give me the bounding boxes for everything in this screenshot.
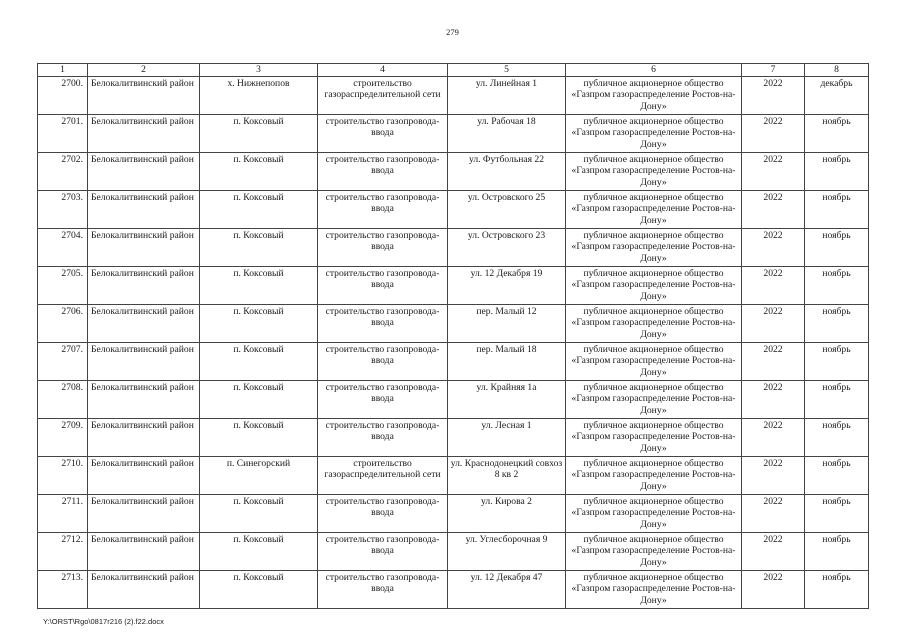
page-number: 279 — [446, 27, 459, 37]
cell-month: ноябрь — [805, 495, 869, 533]
table-header-row — [38, 64, 869, 77]
cell-number: 2701. — [38, 115, 88, 153]
cell-organization: публичное акционерное общество «Газпром газораспределение Ростов-на-Дону» — [566, 191, 742, 229]
cell-address: ул. 12 Декабря 47 — [448, 571, 566, 609]
header-cell-7: 7 — [742, 64, 805, 77]
cell-month: ноябрь — [805, 191, 869, 229]
cell-work-type: строительство газопровода-ввода — [318, 191, 448, 229]
cell-address: ул. Лесная 1 — [448, 419, 566, 457]
cell-number: 2711. — [38, 495, 88, 533]
cell-month: декабрь — [805, 77, 869, 115]
cell-settlement: п. Коксовый — [200, 571, 318, 609]
cell-address: ул. Островского 23 — [448, 229, 566, 267]
cell-month: ноябрь — [805, 153, 869, 191]
cell-district: Белокалитвинский район — [88, 229, 200, 267]
table-row — [38, 343, 869, 381]
cell-address: ул. Островского 25 — [448, 191, 566, 229]
cell-organization: публичное акционерное общество «Газпром газораспределение Ростов-на-Дону» — [566, 115, 742, 153]
cell-organization: публичное акционерное общество «Газпром газораспределение Ростов-на-Дону» — [566, 419, 742, 457]
cell-district: Белокалитвинский район — [88, 77, 200, 115]
cell-organization: публичное акционерное общество «Газпром газораспределение Ростов-на-Дону» — [566, 457, 742, 495]
cell-number: 2709. — [38, 419, 88, 457]
cell-settlement: п. Коксовый — [200, 191, 318, 229]
table-row — [38, 191, 869, 229]
cell-work-type: строительство газопровода-ввода — [318, 267, 448, 305]
cell-address: ул. Рабочая 18 — [448, 115, 566, 153]
cell-year: 2022 — [742, 343, 805, 381]
header-cell-1: 1 — [38, 64, 88, 77]
cell-organization: публичное акционерное общество «Газпром газораспределение Ростов-на-Дону» — [566, 77, 742, 115]
header-cell-4: 4 — [318, 64, 448, 77]
cell-year: 2022 — [742, 571, 805, 609]
cell-year: 2022 — [742, 305, 805, 343]
cell-month: ноябрь — [805, 457, 869, 495]
cell-settlement: п. Коксовый — [200, 419, 318, 457]
header-cell-3: 3 — [200, 64, 318, 77]
gas-works-table — [37, 63, 869, 609]
cell-address: ул. Краснодонецкий совхоз 8 кв 2 — [448, 457, 566, 495]
cell-number: 2700. — [38, 77, 88, 115]
cell-work-type: строительство газопровода-ввода — [318, 115, 448, 153]
cell-month: ноябрь — [805, 381, 869, 419]
cell-month: ноябрь — [805, 305, 869, 343]
cell-organization: публичное акционерное общество «Газпром газораспределение Ростов-на-Дону» — [566, 229, 742, 267]
cell-work-type: строительство газораспределительной сети — [318, 457, 448, 495]
cell-district: Белокалитвинский район — [88, 115, 200, 153]
cell-district: Белокалитвинский район — [88, 381, 200, 419]
cell-month: ноябрь — [805, 267, 869, 305]
cell-district: Белокалитвинский район — [88, 153, 200, 191]
header-cell-8: 8 — [805, 64, 869, 77]
cell-year: 2022 — [742, 115, 805, 153]
cell-settlement: п. Коксовый — [200, 115, 318, 153]
cell-district: Белокалитвинский район — [88, 495, 200, 533]
cell-address: ул. Углесборочная 9 — [448, 533, 566, 571]
cell-work-type: строительство газопровода-ввода — [318, 533, 448, 571]
cell-address: ул. Линейная 1 — [448, 77, 566, 115]
header-cell-5: 5 — [448, 64, 566, 77]
cell-district: Белокалитвинский район — [88, 343, 200, 381]
cell-address: пер. Малый 12 — [448, 305, 566, 343]
cell-number: 2703. — [38, 191, 88, 229]
table-row — [38, 381, 869, 419]
cell-month: ноябрь — [805, 533, 869, 571]
cell-address: ул. 12 Декабря 19 — [448, 267, 566, 305]
cell-number: 2708. — [38, 381, 88, 419]
cell-organization: публичное акционерное общество «Газпром газораспределение Ростов-на-Дону» — [566, 533, 742, 571]
cell-organization: публичное акционерное общество «Газпром газораспределение Ростов-на-Дону» — [566, 267, 742, 305]
cell-number: 2713. — [38, 571, 88, 609]
cell-year: 2022 — [742, 153, 805, 191]
cell-number: 2707. — [38, 343, 88, 381]
cell-work-type: строительство газопровода-ввода — [318, 419, 448, 457]
cell-settlement: п. Коксовый — [200, 229, 318, 267]
cell-organization: публичное акционерное общество «Газпром газораспределение Ростов-на-Дону» — [566, 495, 742, 533]
cell-settlement: п. Коксовый — [200, 153, 318, 191]
file-path-footer: Y:\ORST\Rgo\0817r216 (2).f22.docx — [43, 617, 164, 626]
cell-work-type: строительство газопровода-ввода — [318, 153, 448, 191]
cell-year: 2022 — [742, 381, 805, 419]
cell-organization: публичное акционерное общество «Газпром газораспределение Ростов-на-Дону» — [566, 381, 742, 419]
cell-number: 2706. — [38, 305, 88, 343]
cell-organization: публичное акционерное общество «Газпром газораспределение Ростов-на-Дону» — [566, 571, 742, 609]
cell-address: ул. Кирова 2 — [448, 495, 566, 533]
cell-year: 2022 — [742, 77, 805, 115]
cell-organization: публичное акционерное общество «Газпром газораспределение Ростов-на-Дону» — [566, 343, 742, 381]
table-row — [38, 115, 869, 153]
cell-work-type: строительство газопровода-ввода — [318, 305, 448, 343]
table-row — [38, 267, 869, 305]
cell-district: Белокалитвинский район — [88, 305, 200, 343]
cell-work-type: строительство газораспределительной сети — [318, 77, 448, 115]
cell-district: Белокалитвинский район — [88, 571, 200, 609]
cell-year: 2022 — [742, 191, 805, 229]
table-row — [38, 495, 869, 533]
cell-number: 2704. — [38, 229, 88, 267]
cell-year: 2022 — [742, 533, 805, 571]
cell-year: 2022 — [742, 495, 805, 533]
cell-address: ул. Крайняя 1а — [448, 381, 566, 419]
cell-district: Белокалитвинский район — [88, 267, 200, 305]
cell-year: 2022 — [742, 229, 805, 267]
cell-settlement: п. Синегорский — [200, 457, 318, 495]
cell-number: 2705. — [38, 267, 88, 305]
cell-settlement: п. Коксовый — [200, 495, 318, 533]
cell-month: ноябрь — [805, 571, 869, 609]
cell-settlement: п. Коксовый — [200, 305, 318, 343]
cell-month: ноябрь — [805, 419, 869, 457]
cell-month: ноябрь — [805, 229, 869, 267]
table-row — [38, 533, 869, 571]
cell-month: ноябрь — [805, 343, 869, 381]
cell-district: Белокалитвинский район — [88, 457, 200, 495]
cell-work-type: строительство газопровода-ввода — [318, 381, 448, 419]
table-row — [38, 229, 869, 267]
cell-district: Белокалитвинский район — [88, 191, 200, 229]
table-row — [38, 77, 869, 115]
cell-number: 2710. — [38, 457, 88, 495]
cell-year: 2022 — [742, 267, 805, 305]
cell-year: 2022 — [742, 419, 805, 457]
header-cell-2: 2 — [88, 64, 200, 77]
cell-organization: публичное акционерное общество «Газпром газораспределение Ростов-на-Дону» — [566, 153, 742, 191]
cell-work-type: строительство газопровода-ввода — [318, 343, 448, 381]
header-cell-6: 6 — [566, 64, 742, 77]
cell-work-type: строительство газопровода-ввода — [318, 229, 448, 267]
cell-organization: публичное акционерное общество «Газпром газораспределение Ростов-на-Дону» — [566, 305, 742, 343]
table-row — [38, 305, 869, 343]
table-row — [38, 457, 869, 495]
cell-settlement: п. Коксовый — [200, 343, 318, 381]
cell-year: 2022 — [742, 457, 805, 495]
cell-work-type: строительство газопровода-ввода — [318, 495, 448, 533]
cell-settlement: п. Коксовый — [200, 381, 318, 419]
cell-settlement: п. Коксовый — [200, 533, 318, 571]
cell-work-type: строительство газопровода-ввода — [318, 571, 448, 609]
cell-district: Белокалитвинский район — [88, 419, 200, 457]
cell-address: пер. Малый 18 — [448, 343, 566, 381]
cell-address: ул. Футбольная 22 — [448, 153, 566, 191]
table-row — [38, 571, 869, 609]
cell-month: ноябрь — [805, 115, 869, 153]
cell-number: 2702. — [38, 153, 88, 191]
cell-settlement: п. Коксовый — [200, 267, 318, 305]
table-row — [38, 153, 869, 191]
table-row — [38, 419, 869, 457]
cell-number: 2712. — [38, 533, 88, 571]
cell-district: Белокалитвинский район — [88, 533, 200, 571]
cell-settlement: х. Нижнепопов — [200, 77, 318, 115]
